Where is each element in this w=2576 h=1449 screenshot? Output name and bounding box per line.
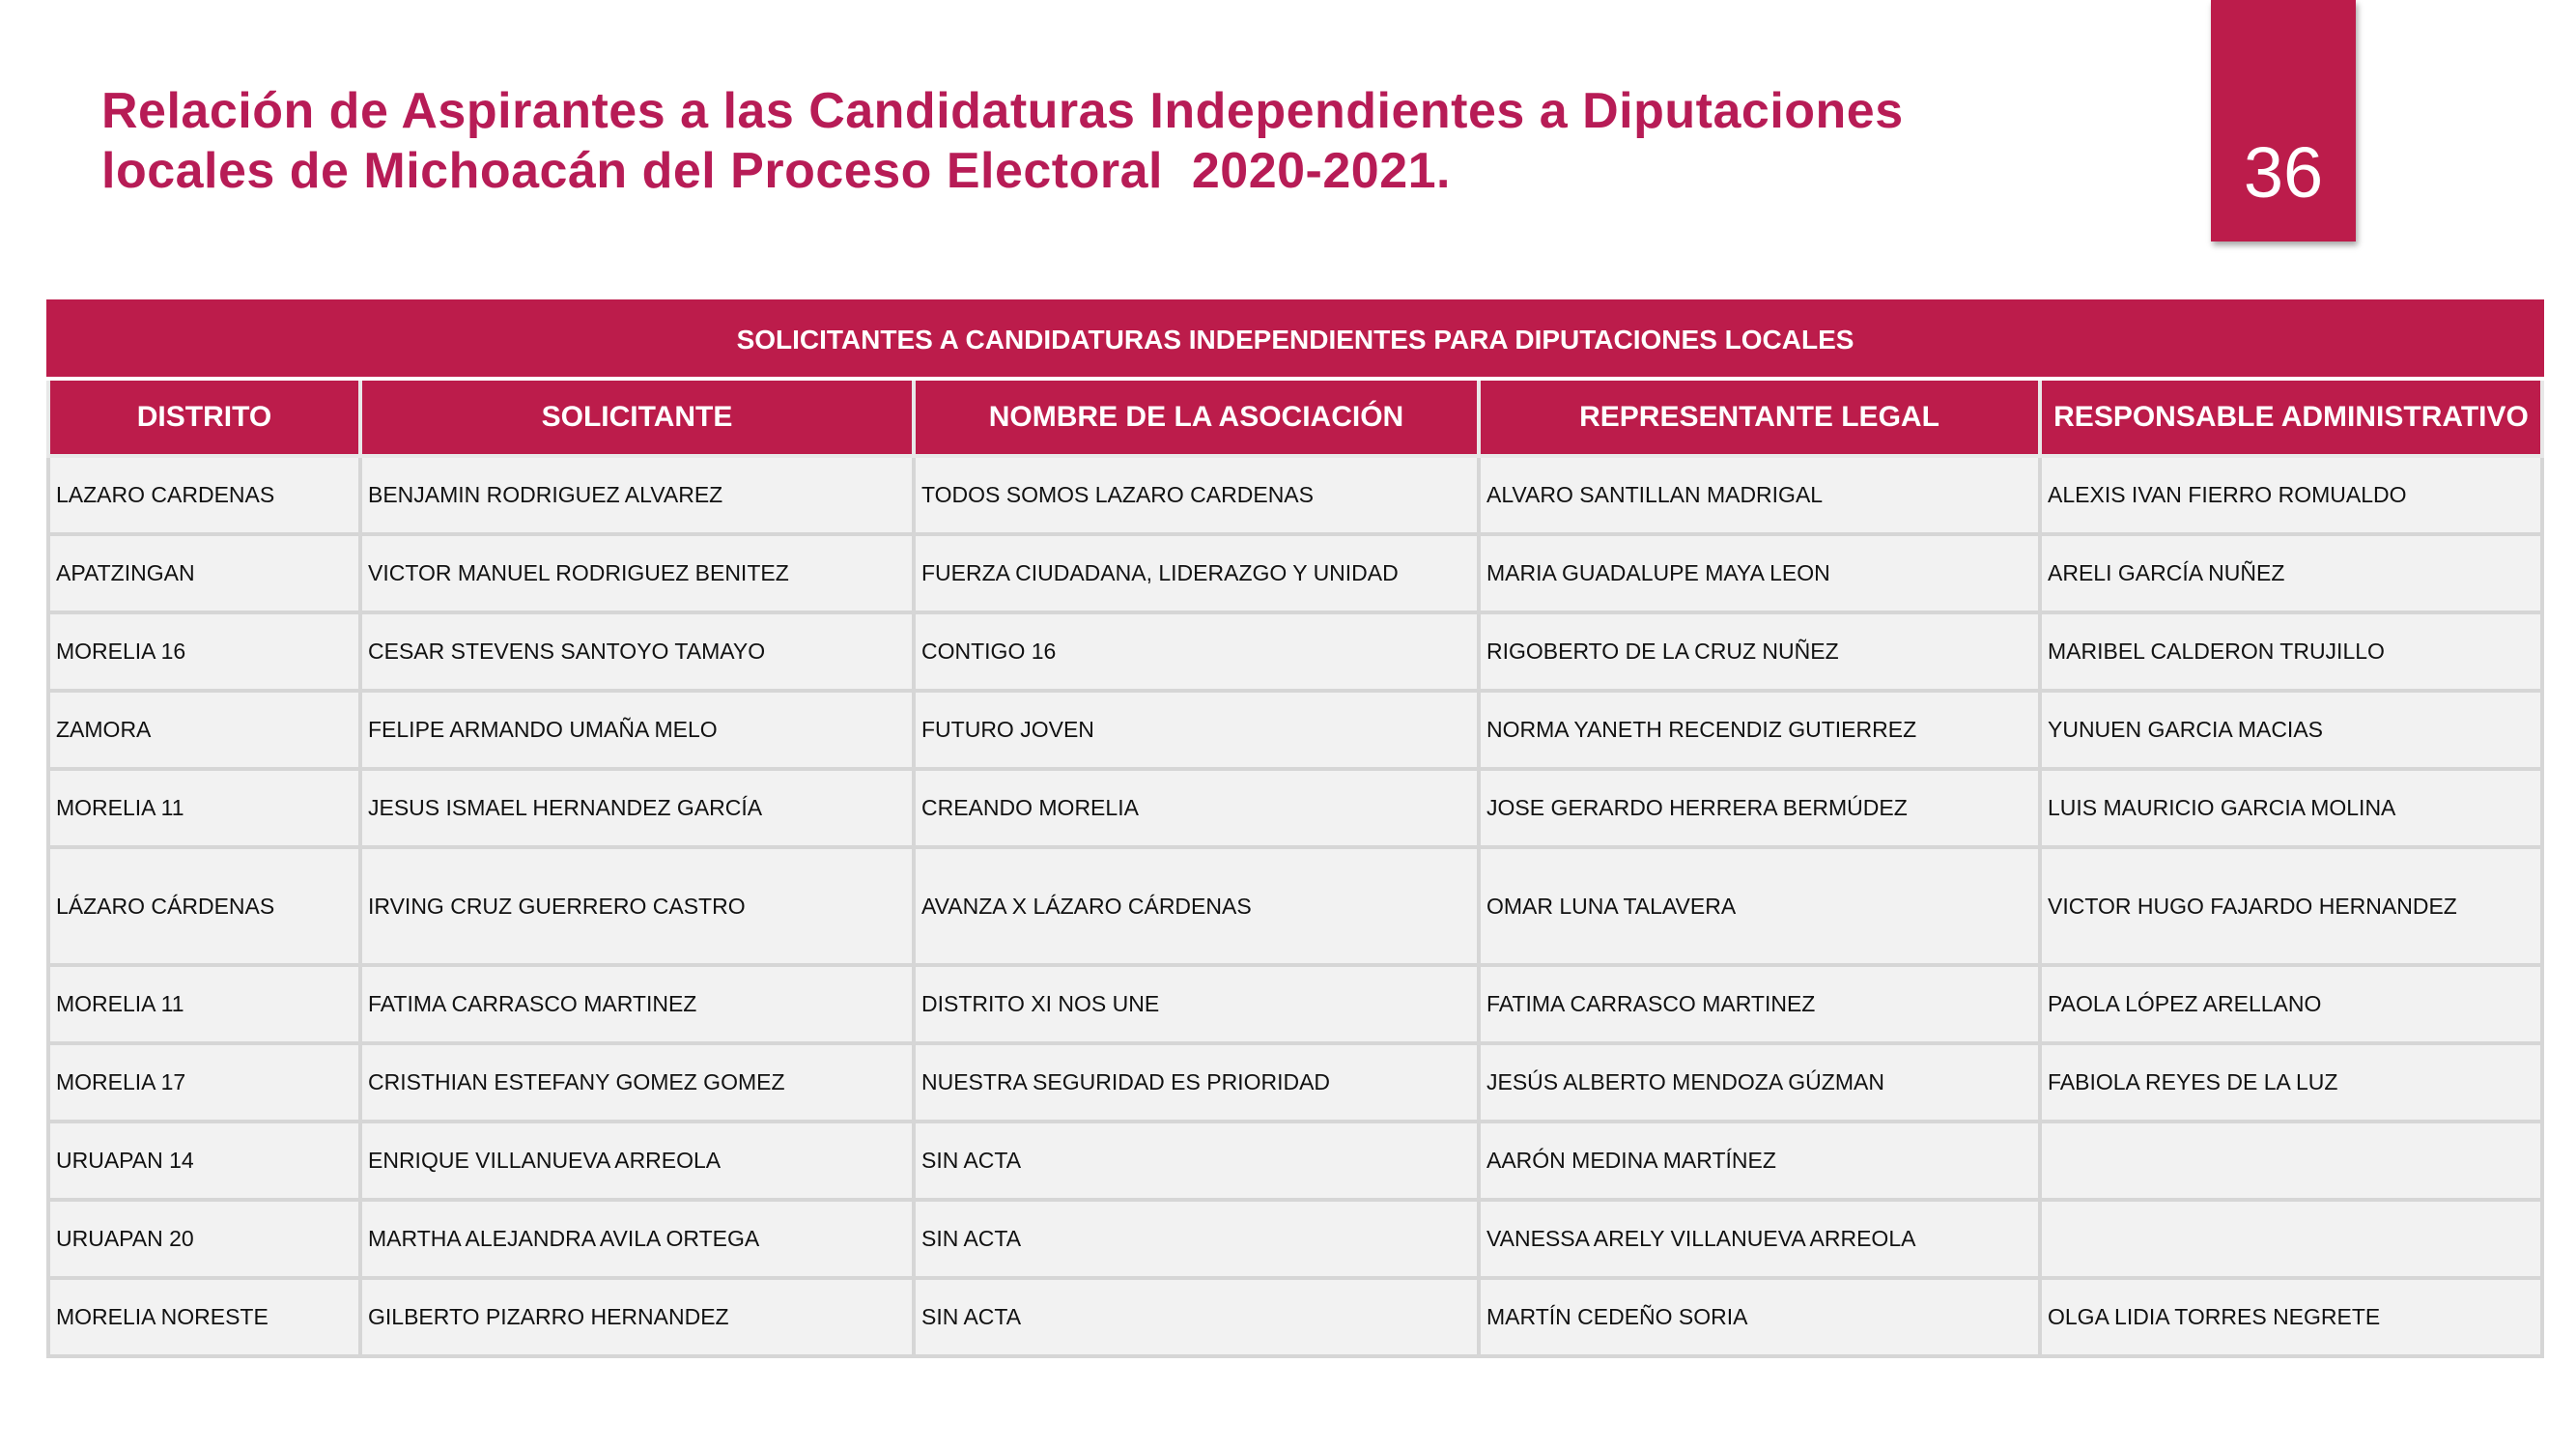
- table-row: [48, 1278, 2542, 1356]
- cell-asociacion: SIN ACTA: [914, 1122, 1479, 1200]
- cell-distrito: LAZARO CARDENAS: [48, 456, 360, 534]
- cell-responsable-administrativo: OLGA LIDIA TORRES NEGRETE: [2040, 1278, 2542, 1356]
- cell-distrito: MORELIA 11: [48, 769, 360, 847]
- cell-representante-legal: ALVARO SANTILLAN MADRIGAL: [1479, 456, 2040, 534]
- cell-distrito: MORELIA NORESTE: [48, 1278, 360, 1356]
- cell-responsable-administrativo: MARIBEL CALDERON TRUJILLO: [2040, 612, 2542, 691]
- table-caption: SOLICITANTES A CANDIDATURAS INDEPENDIENTES PARA DIPUTACIONES LOCALES: [48, 301, 2542, 379]
- cell-responsable-administrativo: VICTOR HUGO FAJARDO HERNANDEZ: [2040, 847, 2542, 965]
- cell-asociacion: CONTIGO 16: [914, 612, 1479, 691]
- table-row: [48, 1200, 2542, 1278]
- cell-solicitante: CESAR STEVENS SANTOYO TAMAYO: [360, 612, 914, 691]
- cell-asociacion: SIN ACTA: [914, 1278, 1479, 1356]
- table-row: [48, 769, 2542, 847]
- column-header-representante-legal: REPRESENTANTE LEGAL: [1479, 379, 2040, 456]
- cell-solicitante: VICTOR MANUEL RODRIGUEZ BENITEZ: [360, 534, 914, 612]
- page-number-badge: [2211, 0, 2356, 242]
- slide-title: [101, 81, 2178, 201]
- table-row: [48, 847, 2542, 965]
- cell-solicitante: FELIPE ARMANDO UMAÑA MELO: [360, 691, 914, 769]
- cell-asociacion: CREANDO MORELIA: [914, 769, 1479, 847]
- cell-asociacion: FUTURO JOVEN: [914, 691, 1479, 769]
- cell-asociacion: TODOS SOMOS LAZARO CARDENAS: [914, 456, 1479, 534]
- cell-solicitante: JESUS ISMAEL HERNANDEZ GARCÍA: [360, 769, 914, 847]
- cell-responsable-administrativo: ALEXIS IVAN FIERRO ROMUALDO: [2040, 456, 2542, 534]
- column-header-distrito: DISTRITO: [48, 379, 360, 456]
- cell-solicitante: ENRIQUE VILLANUEVA ARREOLA: [360, 1122, 914, 1200]
- table-row: [48, 456, 2542, 534]
- cell-representante-legal: NORMA YANETH RECENDIZ GUTIERREZ: [1479, 691, 2040, 769]
- cell-responsable-administrativo: PAOLA LÓPEZ ARELLANO: [2040, 965, 2542, 1043]
- cell-asociacion: AVANZA X LÁZARO CÁRDENAS: [914, 847, 1479, 965]
- cell-asociacion: FUERZA CIUDADANA, LIDERAZGO Y UNIDAD: [914, 534, 1479, 612]
- candidates-table: [46, 299, 2544, 1358]
- cell-distrito: MORELIA 11: [48, 965, 360, 1043]
- table-row: [48, 1122, 2542, 1200]
- table-row: [48, 965, 2542, 1043]
- cell-distrito: URUAPAN 20: [48, 1200, 360, 1278]
- cell-solicitante: CRISTHIAN ESTEFANY GOMEZ GOMEZ: [360, 1043, 914, 1122]
- table-row: [48, 1043, 2542, 1122]
- cell-solicitante: IRVING CRUZ GUERRERO CASTRO: [360, 847, 914, 965]
- cell-asociacion: DISTRITO XI NOS UNE: [914, 965, 1479, 1043]
- table-row: [48, 691, 2542, 769]
- cell-distrito: MORELIA 16: [48, 612, 360, 691]
- cell-responsable-administrativo: [2040, 1200, 2542, 1278]
- cell-responsable-administrativo: LUIS MAURICIO GARCIA MOLINA: [2040, 769, 2542, 847]
- cell-responsable-administrativo: YUNUEN GARCIA MACIAS: [2040, 691, 2542, 769]
- cell-representante-legal: AARÓN MEDINA MARTÍNEZ: [1479, 1122, 2040, 1200]
- column-header-solicitante: SOLICITANTE: [360, 379, 914, 456]
- cell-representante-legal: JESÚS ALBERTO MENDOZA GÚZMAN: [1479, 1043, 2040, 1122]
- table-caption-row: [48, 301, 2542, 379]
- cell-distrito: LÁZARO CÁRDENAS: [48, 847, 360, 965]
- cell-representante-legal: MARTÍN CEDEÑO SORIA: [1479, 1278, 2040, 1356]
- cell-representante-legal: RIGOBERTO DE LA CRUZ NUÑEZ: [1479, 612, 2040, 691]
- cell-representante-legal: FATIMA CARRASCO MARTINEZ: [1479, 965, 2040, 1043]
- page-number: 36: [2243, 132, 2324, 213]
- candidates-table-container: [46, 299, 2540, 1358]
- cell-distrito: MORELIA 17: [48, 1043, 360, 1122]
- cell-responsable-administrativo: [2040, 1122, 2542, 1200]
- cell-solicitante: FATIMA CARRASCO MARTINEZ: [360, 965, 914, 1043]
- column-header-responsable-administrativo: RESPONSABLE ADMINISTRATIVO: [2040, 379, 2542, 456]
- table-row: [48, 612, 2542, 691]
- cell-responsable-administrativo: ARELI GARCÍA NUÑEZ: [2040, 534, 2542, 612]
- cell-representante-legal: JOSE GERARDO HERRERA BERMÚDEZ: [1479, 769, 2040, 847]
- cell-representante-legal: MARIA GUADALUPE MAYA LEON: [1479, 534, 2040, 612]
- cell-solicitante: BENJAMIN RODRIGUEZ ALVAREZ: [360, 456, 914, 534]
- table-header-row: [48, 379, 2542, 456]
- slide-title-line-2: locales de Michoacán del Proceso Electoral 2020-2021.: [101, 143, 1452, 199]
- table-row: [48, 534, 2542, 612]
- cell-solicitante: MARTHA ALEJANDRA AVILA ORTEGA: [360, 1200, 914, 1278]
- cell-distrito: APATZINGAN: [48, 534, 360, 612]
- cell-representante-legal: OMAR LUNA TALAVERA: [1479, 847, 2040, 965]
- cell-asociacion: SIN ACTA: [914, 1200, 1479, 1278]
- cell-asociacion: NUESTRA SEGURIDAD ES PRIORIDAD: [914, 1043, 1479, 1122]
- cell-distrito: ZAMORA: [48, 691, 360, 769]
- cell-representante-legal: VANESSA ARELY VILLANUEVA ARREOLA: [1479, 1200, 2040, 1278]
- cell-responsable-administrativo: FABIOLA REYES DE LA LUZ: [2040, 1043, 2542, 1122]
- slide-title-line-1: Relación de Aspirantes a las Candidaturas Independientes a Diputaciones: [101, 83, 1904, 139]
- cell-solicitante: GILBERTO PIZARRO HERNANDEZ: [360, 1278, 914, 1356]
- column-header-asociacion: NOMBRE DE LA ASOCIACIÓN: [914, 379, 1479, 456]
- cell-distrito: URUAPAN 14: [48, 1122, 360, 1200]
